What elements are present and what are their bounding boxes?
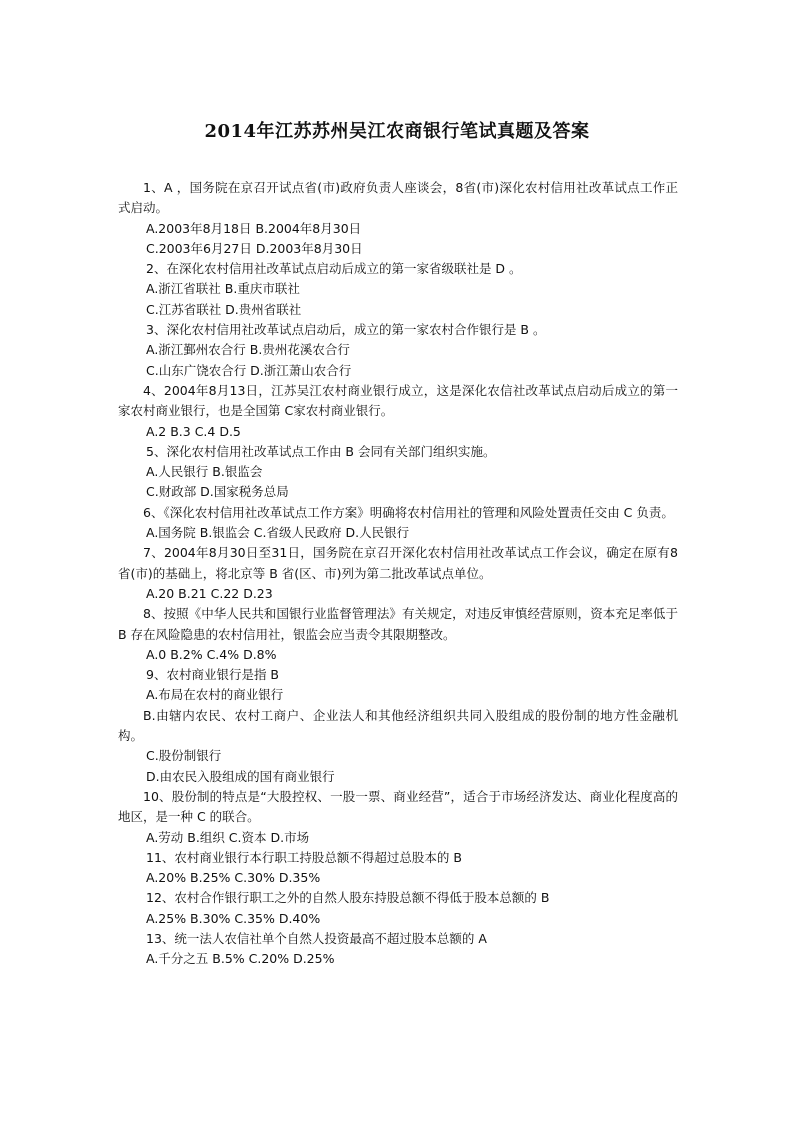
text-line: A.劳动 B.组织 C.资本 D.市场 xyxy=(146,829,310,845)
text-line: A.20 B.21 C.22 D.23 xyxy=(146,585,273,601)
question-paragraph: 10、股份制的特点是“大股控权、一股一票、商业经营”，适合于市场经济发达、商业化程度高的地区，是一种 C 的联合。 xyxy=(118,788,678,825)
text-line: A.浙江省联社 B.重庆市联社 xyxy=(146,281,300,297)
question-paragraph: B.由辖内农民、农村工商户、企业法人和其他经济组织共同入股组成的股份制的地方性金融机构。 xyxy=(118,707,678,744)
text-line: 9、农村商业银行是指 B xyxy=(146,667,280,683)
text-line: C.2003年6月27日 D.2003年8月30日 xyxy=(146,240,363,256)
question-paragraph: 1、A ，国务院在京召开试点省(市)政府负责人座谈会，8省(市)深化农村信用社改革试点工作正式启动。 xyxy=(118,180,678,216)
text-line: A.布局在农村的商业银行 xyxy=(146,687,284,703)
text-line: A.国务院 B.银监会 C.省级人民政府 D.人民银行 xyxy=(146,525,410,541)
text-line: 11、农村商业银行本行职工持股总额不得超过总股本的 B xyxy=(146,849,462,865)
text-line: A.0 B.2% C.4% D.8% xyxy=(146,646,277,662)
text-line: D.由农民入股组成的国有商业银行 xyxy=(146,768,335,784)
question-paragraph: 7、2004年8月30日至31日，国务院在京召开深化农村信用社改革试点工作会议，确定在原有8省(市)的基础上，将北京等 B 省(区、市)列为第二批改革试点单位。 xyxy=(118,545,678,581)
text-line: C.山东广饶农合行 D.浙江萧山农合行 xyxy=(146,362,352,378)
text-line: 12、农村合作银行职工之外的自然人股东持股总额不得低于股本总额的 B xyxy=(146,890,550,906)
text-line: 5、深化农村信用社改革试点工作由 B 会同有关部门组织实施。 xyxy=(146,443,496,459)
text-line: A.人民银行 B.银监会 xyxy=(146,464,263,480)
document-title: 2014年江苏苏州吴江农商银行笔试真题及答案 xyxy=(204,121,590,142)
text-line: A.20% B.25% C.30% D.35% xyxy=(146,870,321,886)
text-line: A.2003年8月18日 B.2004年8月30日 xyxy=(146,220,362,236)
text-line: A.千分之五 B.5% C.20% D.25% xyxy=(146,951,335,967)
text-line: 3、深化农村信用社改革试点启动后，成立的第一家农村合作银行是 B 。 xyxy=(146,322,546,338)
text-line: C.股份制银行 xyxy=(146,748,222,764)
text-line: 2、在深化农村信用社改革试点启动后成立的第一家省级联社是 D 。 xyxy=(146,261,522,277)
text-line: A.25% B.30% C.35% D.40% xyxy=(146,910,321,926)
text-line: A.浙江鄞州农合行 B.贵州花溪农合行 xyxy=(146,342,350,358)
question-paragraph: 4、2004年8月13日，江苏吴江农村商业银行成立，这是深化农信社改革试点启动后成立的第一家农村商业银行，也是全国第 C家农村商业银行。 xyxy=(118,382,678,419)
text-line: A.2 B.3 C.4 D.5 xyxy=(146,423,241,439)
question-paragraph: 8、按照《中华人民共和国银行业监督管理法》有关规定，对违反审慎经营原则，资本充足率低于 B 存在风险隐患的农村信用社，银监会应当责令其限期整改。 xyxy=(118,606,678,642)
question-paragraph: 6、《深化农村信用社改革试点工作方案》明确将农村信用社的管理和风险处置责任交由 C 负责。 xyxy=(143,504,674,520)
text-line: 13、统一法人农信社单个自然人投资最高不超过股本总额的 A xyxy=(146,930,487,946)
document-body xyxy=(118,178,678,970)
text-line: C.江苏省联社 D.贵州省联社 xyxy=(146,301,302,317)
text-line: C.财政部 D.国家税务总局 xyxy=(146,484,289,500)
